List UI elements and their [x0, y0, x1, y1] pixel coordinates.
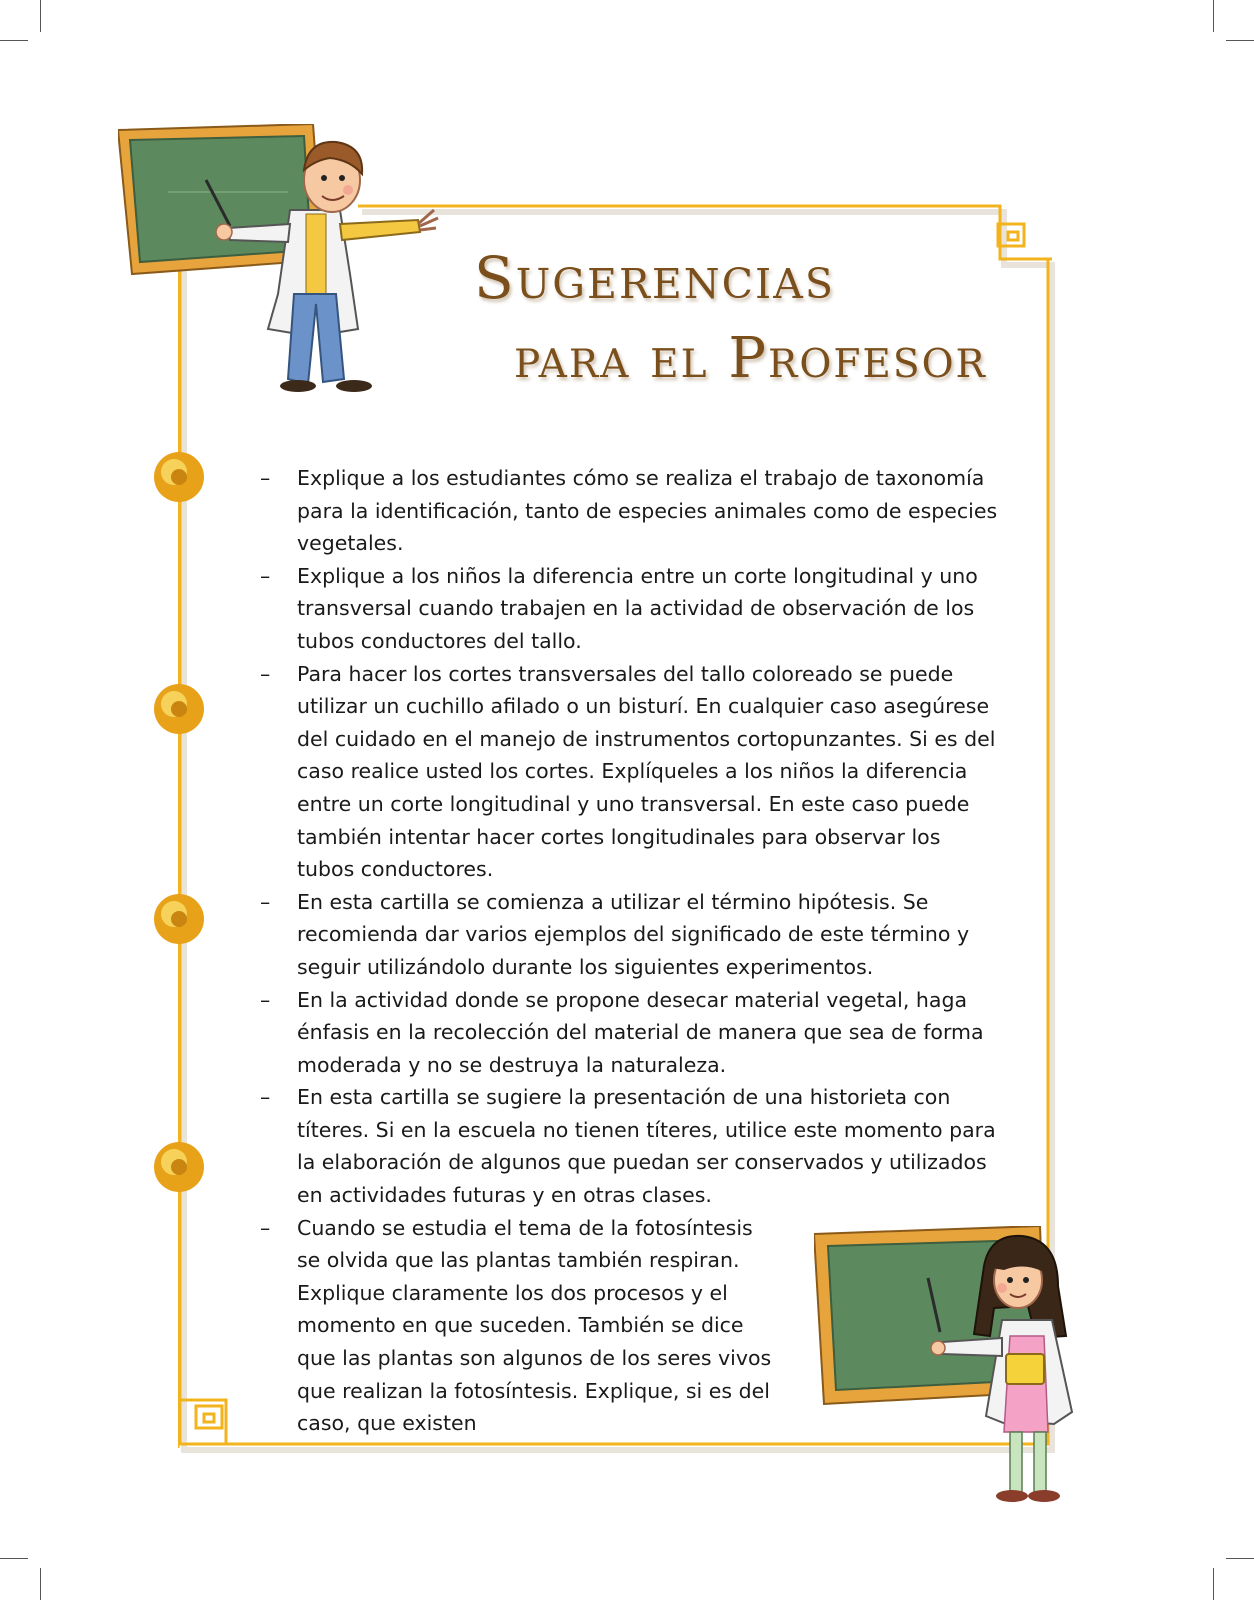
bullet-dash: – [260, 466, 271, 490]
list-item [260, 462, 1000, 560]
suggestion-text: En esta cartilla se sugiere la presentación de una historieta con títeres. Si en la escuela no tienen títeres, utilice este momento para la elaboración de algunos que puedan ser conservados y utilizados en actividades futuras y en otras clases. [297, 1085, 996, 1208]
suggestion-text: Explique a los niños la diferencia entre un corte longitudinal y uno transversal cuando trabajen en la actividad de observación de los tubos conductores del tallo. [297, 563, 978, 653]
bullet-dash: – [260, 1085, 271, 1110]
suggestion-text: Explique a los estudiantes cómo se realiza el trabajo de taxonomía para la identificación, tanto de especies animales como de especies vegetales. [297, 466, 998, 556]
list-item [260, 1081, 1000, 1211]
suggestion-text: En la actividad donde se propone desecar material vegetal, haga énfasis en la recolección del material de manera que sea de forma moderada y no se destruya la naturaleza. [297, 987, 984, 1077]
crop-mark [1213, 1568, 1214, 1600]
gold-bead-icon [152, 682, 206, 736]
crop-mark [1213, 0, 1214, 32]
bullet-dash: – [260, 1215, 271, 1240]
gold-bead-icon [152, 450, 206, 504]
bullet-dash: – [260, 661, 271, 686]
student-illustration [814, 1226, 1098, 1526]
crop-mark [0, 40, 28, 41]
suggestion-text: En esta cartilla se comienza a utilizar el término hipótesis. Se recomienda dar varios ejemplos del significado de este término y seguir utilizándolo durante los siguientes experimentos. [297, 889, 970, 979]
page-title-line1: Sugerencias [474, 244, 835, 312]
bullet-dash: – [260, 889, 271, 914]
suggestion-text: Cuando se estudia el tema de la fotosíntesis se olvida que las plantas también respiran. Explique claramente los dos procesos y el momento en que suceden. También se dice que las plantas son algunos de los seres vivos que realizan la fotosíntesis. Explique, si es del caso, que existen [297, 1215, 772, 1436]
list-item [260, 560, 1000, 658]
list-item [260, 886, 1000, 984]
teacher-illustration [118, 124, 448, 406]
crop-mark [40, 0, 41, 32]
list-item [260, 984, 1000, 1082]
list-item [260, 658, 1000, 886]
gold-bead-icon [152, 1140, 206, 1194]
crop-mark [1226, 40, 1254, 41]
bullet-dash: – [260, 987, 271, 1012]
bullet-dash: – [260, 563, 271, 588]
crop-mark [1226, 1558, 1254, 1559]
gold-bead-icon [152, 892, 206, 946]
suggestion-text: Para hacer los cortes transversales del tallo coloreado se puede utilizar un cuchillo afilado o un bisturí. En cualquier caso asegúrese del cuidado en el manejo de instrumentos cortopunzantes. Si es del caso realice usted los cortes. Explíqueles a los niños la diferencia entre un corte longitudinal y uno transversal. En este caso puede también intentar hacer cortes longitudinales para observar los tubos conductores. [297, 661, 996, 882]
crop-mark [40, 1568, 41, 1600]
crop-mark [0, 1558, 28, 1559]
page-title-line2: para el Profesor [514, 326, 987, 391]
